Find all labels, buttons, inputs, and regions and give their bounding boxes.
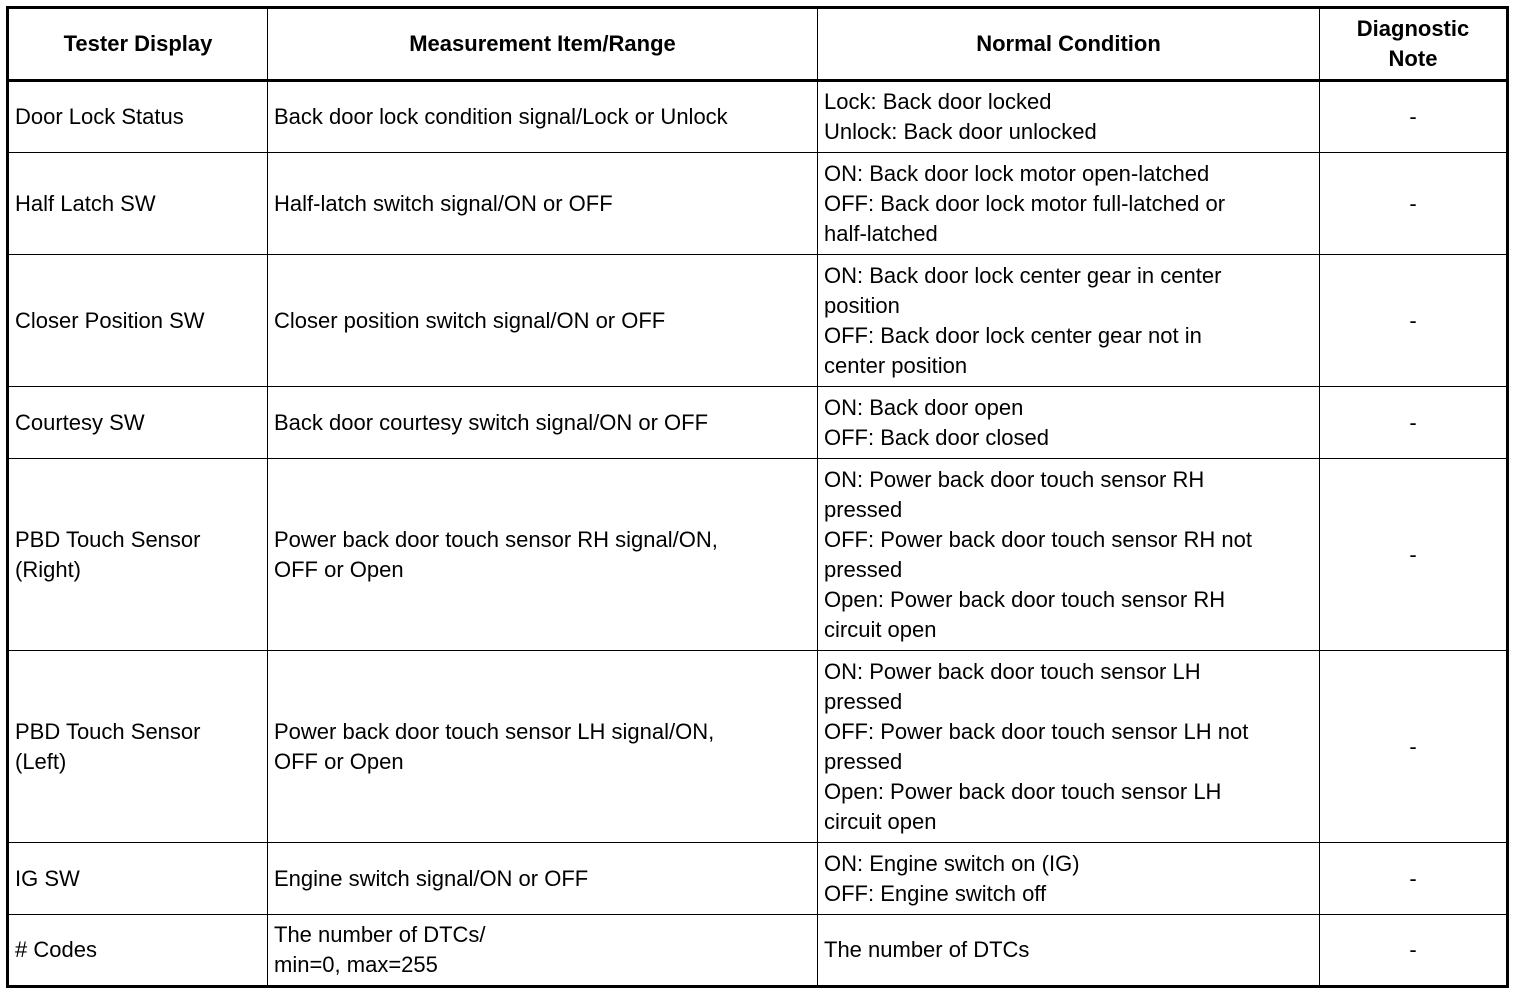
normal-condition-line: ON: Back door lock motor open-latched [824, 160, 1210, 186]
normal-condition-line: OFF: Back door closed [824, 424, 1049, 450]
table-row [8, 651, 1508, 843]
diagnostic-note-cell: - [1320, 255, 1508, 387]
normal-condition-line: OFF: Engine switch off [824, 880, 1047, 906]
normal-condition-cell [818, 153, 1320, 255]
header-diagnostic-note: Diagnostic Note [1320, 8, 1508, 81]
data-list-sheet [6, 6, 1509, 988]
normal-condition-cell [818, 843, 1320, 915]
normal-condition-line: Open: Power back door touch sensor RH [824, 586, 1226, 612]
tester-display-cell: Closer Position SW [8, 255, 268, 387]
normal-condition-cell [818, 81, 1320, 153]
normal-condition-line: OFF: Power back door touch sensor RH not [824, 526, 1252, 552]
tester-display-cell: PBD Touch Sensor (Right) [8, 459, 268, 651]
measurement-cell: Closer position switch signal/ON or OFF [268, 255, 818, 387]
measurement-cell: Back door lock condition signal/Lock or Unlock [268, 81, 818, 153]
tester-display-cell: IG SW [8, 843, 268, 915]
measurement-cell: Power back door touch sensor RH signal/ON, OFF or Open [268, 459, 818, 651]
diagnostic-note-cell: - [1320, 387, 1508, 459]
normal-condition-line: half-latched [824, 220, 938, 246]
header-tester-display: Tester Display [8, 8, 268, 81]
normal-condition-line: Lock: Back door locked [824, 89, 1052, 114]
normal-condition-cell [818, 387, 1320, 459]
normal-condition-cell [818, 459, 1320, 651]
measurement-cell: Half-latch switch signal/ON or OFF [268, 153, 818, 255]
normal-condition-line: ON: Back door open [824, 394, 1024, 420]
tester-display-cell: Door Lock Status [8, 81, 268, 153]
normal-condition-line: ON: Back door lock center gear in center [824, 262, 1222, 288]
normal-condition-line: circuit open [824, 616, 937, 642]
normal-condition-line: ON: Power back door touch sensor RH [824, 466, 1205, 492]
diagnostic-note-cell: - [1320, 915, 1508, 987]
normal-condition-cell [818, 915, 1320, 987]
diagnostic-note-cell: - [1320, 81, 1508, 153]
tester-display-cell: Half Latch SW [8, 153, 268, 255]
diagnostic-note-cell: - [1320, 843, 1508, 915]
table-row [8, 153, 1508, 255]
normal-condition-line: pressed [824, 556, 903, 582]
normal-condition-line: pressed [824, 496, 903, 522]
normal-condition-line: Unlock: Back door unlocked [824, 119, 1097, 144]
measurement-cell: The number of DTCs/ min=0, max=255 [268, 915, 818, 987]
normal-condition-line: ON: Engine switch on (IG) [824, 850, 1080, 876]
table-row [8, 81, 1508, 153]
normal-condition-line: pressed [824, 748, 903, 774]
table-row [8, 387, 1508, 459]
tester-display-cell: Courtesy SW [8, 387, 268, 459]
normal-condition-line: OFF: Back door lock motor full-latched or [824, 190, 1226, 216]
normal-condition-line: circuit open [824, 808, 937, 834]
diagnostic-note-cell: - [1320, 153, 1508, 255]
table-row [8, 843, 1508, 915]
normal-condition-line: ON: Power back door touch sensor LH [824, 658, 1201, 684]
normal-condition-line: pressed [824, 688, 903, 714]
measurement-cell: Power back door touch sensor LH signal/ON, OFF or Open [268, 651, 818, 843]
measurement-cell: Back door courtesy switch signal/ON or OFF [268, 387, 818, 459]
header-measurement-item: Measurement Item/Range [268, 8, 818, 81]
data-list-table [6, 6, 1509, 988]
table-row [8, 459, 1508, 651]
measurement-cell: Engine switch signal/ON or OFF [268, 843, 818, 915]
tester-display-cell: PBD Touch Sensor (Left) [8, 651, 268, 843]
diagnostic-note-cell: - [1320, 459, 1508, 651]
normal-condition-cell [818, 651, 1320, 843]
tester-display-cell: # Codes [8, 915, 268, 987]
header-row [8, 8, 1508, 81]
header-normal-condition: Normal Condition [818, 8, 1320, 81]
normal-condition-cell [818, 255, 1320, 387]
table-row [8, 255, 1508, 387]
table-row [8, 915, 1508, 987]
normal-condition-line: position [824, 292, 900, 318]
normal-condition-line: Open: Power back door touch sensor LH [824, 778, 1222, 804]
diagnostic-note-cell: - [1320, 651, 1508, 843]
normal-condition-line: center position [824, 352, 968, 378]
normal-condition-line: The number of DTCs [824, 937, 1030, 962]
normal-condition-line: OFF: Power back door touch sensor LH not [824, 718, 1249, 744]
normal-condition-line: OFF: Back door lock center gear not in [824, 322, 1202, 348]
